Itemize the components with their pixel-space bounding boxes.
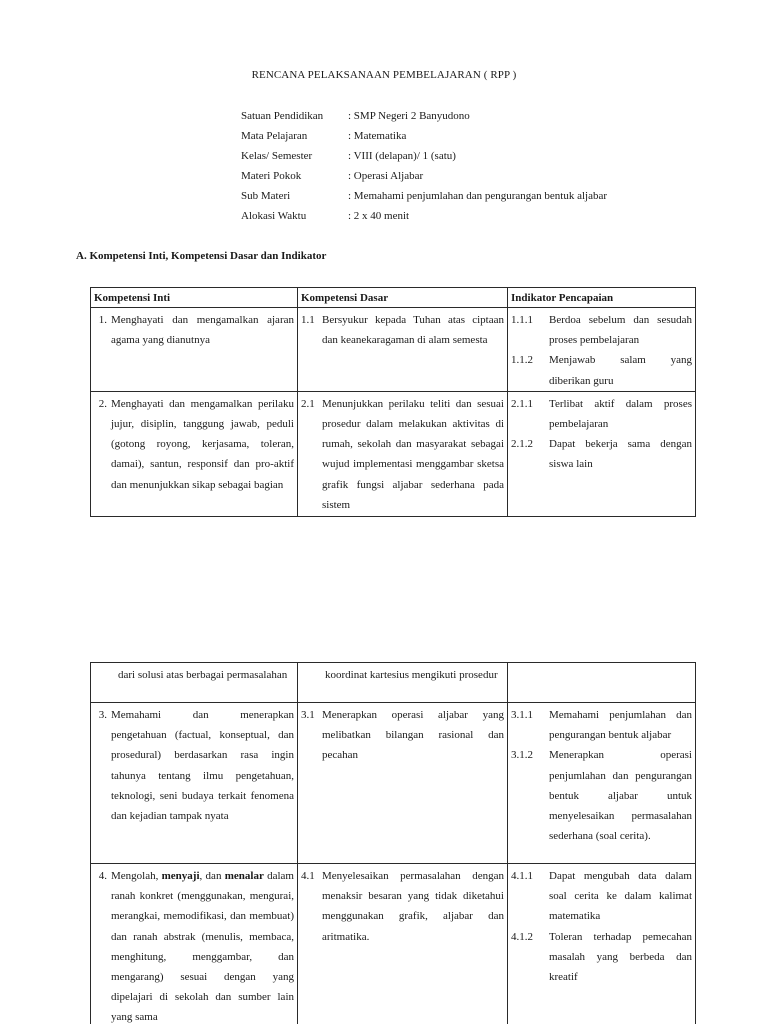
- header-kompetensi-inti: Kompetensi Inti: [91, 288, 298, 308]
- kd-text: Menyelesaikan permasalahan dengan menaksir besaran yang tidak diketahui menggunakan grafik, aljabar dan aritmatika.: [322, 870, 504, 943]
- indicator-number: 4.1.2: [511, 930, 533, 943]
- meta-label: Kelas/ Semester: [241, 150, 313, 162]
- table-row: [91, 308, 696, 392]
- table-row: [91, 864, 696, 1024]
- ki-cell: [91, 663, 298, 703]
- ki-text: Menghayati dan mengamalkan ajaran agama yang dianutnya: [111, 314, 294, 347]
- ki-text-part: dalam ranah konkret (menggunakan, mengurai, merangkai, memodifikasi, dan membuat) dan ranah abstrak (menulis, membaca, menghitung, menggambar, dan mengarang) sesuai dengan yang dipelajari di sekolah dan sumber lain yang sama: [111, 870, 294, 1024]
- ki-cell: [91, 308, 298, 392]
- meta-value: : Operasi Aljabar: [348, 170, 424, 182]
- header-kompetensi-dasar: Kompetensi Dasar: [298, 288, 508, 308]
- indicator-text: Terlibat aktif dalam proses pembelajaran: [549, 397, 692, 431]
- ki-number: 4.: [98, 870, 107, 882]
- indicator-item: [511, 394, 692, 434]
- meta-value: : VIII (delapan)/ 1 (satu): [348, 150, 456, 162]
- indicator-cell: [508, 391, 696, 516]
- kd-text: Menerapkan operasi aljabar yang melibatkan bilangan rasional dan pecahan: [322, 709, 504, 762]
- table-header-row: [91, 288, 696, 308]
- indicator-item: [511, 705, 692, 745]
- indicator-text: Memahami penjumlahan dan pengurangan bentuk aljabar: [549, 709, 692, 742]
- indicator-text: Dapat bekerja sama dengan siswa lain: [549, 438, 692, 471]
- indicator-text: Menerapkan operasi penjumlahan dan pengurangan bentuk aljabar untuk menyelesaikan permasalahan sederhana (soal cerita).: [549, 749, 692, 843]
- indicator-item: [511, 350, 692, 390]
- indicator-cell: [508, 703, 696, 864]
- rpp-metadata: [241, 110, 607, 230]
- meta-label: Sub Materi: [241, 190, 291, 202]
- kd-text: Bersyukur kepada Tuhan atas ciptaan dan keanekaragaman di alam semesta: [322, 314, 504, 347]
- section-heading: A. Kompetensi Inti, Kompetensi Dasar dan Indikator: [76, 250, 327, 262]
- competency-table-part-2: [90, 662, 696, 1024]
- indicator-cell: [508, 308, 696, 392]
- kd-number: 2.1: [301, 397, 315, 410]
- meta-row: [241, 210, 607, 230]
- document-title: RENCANA PELAKSANAAN PEMBELAJARAN ( RPP ): [251, 69, 517, 81]
- indicator-text: Menjawab salam yang diberikan guru: [549, 354, 692, 387]
- indicator-text: Berdoa sebelum dan sesudah proses pembelajaran: [549, 314, 692, 347]
- ki-bold-word: menyaji: [161, 870, 200, 882]
- kd-text: Menunjukkan perilaku teliti dan sesuai prosedur dalam melakukan aktivitas di rumah, sekolah dan masyarakat sebagai wujud implementasi menggambar sketsa grafik fungsi aljabar sederhana pada sistem: [322, 397, 504, 511]
- indicator-cell: [508, 864, 696, 1024]
- indicator-number: 1.1.1: [511, 314, 533, 326]
- indicator-cell: [508, 663, 696, 703]
- kd-text-continued: koordinat kartesius mengikuti prosedur: [325, 669, 498, 681]
- kd-cell: [298, 663, 508, 703]
- kd-number: 1.1: [301, 314, 315, 326]
- table-row: [91, 703, 696, 864]
- ki-text-part: Mengolah,: [111, 870, 162, 882]
- ki-text: [111, 866, 294, 1024]
- table-row: [91, 663, 696, 703]
- ki-text-continued: dari solusi atas berbagai permasalahan: [118, 669, 288, 681]
- meta-value: : Matematika: [348, 130, 407, 142]
- indicator-item: [511, 866, 692, 927]
- meta-value: : SMP Negeri 2 Banyudono: [348, 110, 470, 122]
- indicator-number: 1.1.2: [511, 354, 533, 367]
- indicator-text: Toleran terhadap pemecahan masalah yang berbeda dan kreatif: [549, 930, 692, 984]
- ki-text: Memahami dan menerapkan pengetahuan (factual, konseptual, dan prosedural) berdasarkan rasa ingin tahunya tentang ilmu pengetahuan, teknologi, seni budaya terkait fenomena dan kejadian tampak nyata: [111, 709, 294, 823]
- ki-cell: [91, 864, 298, 1024]
- meta-label: Alokasi Waktu: [241, 210, 307, 222]
- ki-text-part: , dan: [199, 870, 225, 882]
- kd-number: 4.1: [301, 870, 315, 882]
- meta-value: : Memahami penjumlahan dan pengurangan bentuk aljabar: [348, 190, 608, 202]
- ki-text: Menghayati dan mengamalkan perilaku jujur, disiplin, tanggung jawab, peduli (gotong royong, kerjasama, toleran, damai), santun, responsif dan pro-aktif dan menunjukkan sikap sebagai bagian: [111, 397, 294, 491]
- meta-label: Materi Pokok: [241, 170, 302, 182]
- indicator-item: [511, 927, 692, 988]
- ki-number: 2.: [98, 397, 107, 410]
- indicator-number: 4.1.1: [511, 870, 533, 882]
- meta-row: [241, 110, 607, 130]
- kd-cell: [298, 308, 508, 392]
- meta-row: [241, 130, 607, 150]
- meta-label: Satuan Pendidikan: [241, 110, 324, 122]
- table-row: [91, 391, 696, 516]
- ki-cell: [91, 703, 298, 864]
- kd-cell: [298, 703, 508, 864]
- meta-row: [241, 170, 607, 190]
- meta-row: [241, 190, 607, 210]
- ki-number: 3.: [98, 709, 107, 721]
- ki-number: 1.: [98, 314, 107, 326]
- competency-table-part-1: [90, 287, 696, 517]
- indicator-number: 2.1.2: [511, 438, 533, 451]
- indicator-text: Dapat mengubah data dalam soal cerita ke dalam kalimat matematika: [549, 870, 692, 923]
- indicator-number: 3.1.2: [511, 749, 533, 762]
- indicator-item: [511, 434, 692, 474]
- indicator-item: [511, 310, 692, 350]
- indicator-number: 3.1.1: [511, 709, 533, 721]
- meta-label: Mata Pelajaran: [241, 130, 308, 142]
- indicator-item: [511, 745, 692, 846]
- kd-cell: [298, 391, 508, 516]
- ki-bold-word: menalar: [224, 870, 264, 882]
- header-indikator: Indikator Pencapaian: [508, 288, 696, 308]
- meta-value: : 2 x 40 menit: [348, 210, 410, 222]
- indicator-number: 2.1.1: [511, 397, 533, 410]
- kd-cell: [298, 864, 508, 1024]
- meta-row: [241, 150, 607, 170]
- kd-number: 3.1: [301, 709, 315, 721]
- ki-cell: [91, 391, 298, 516]
